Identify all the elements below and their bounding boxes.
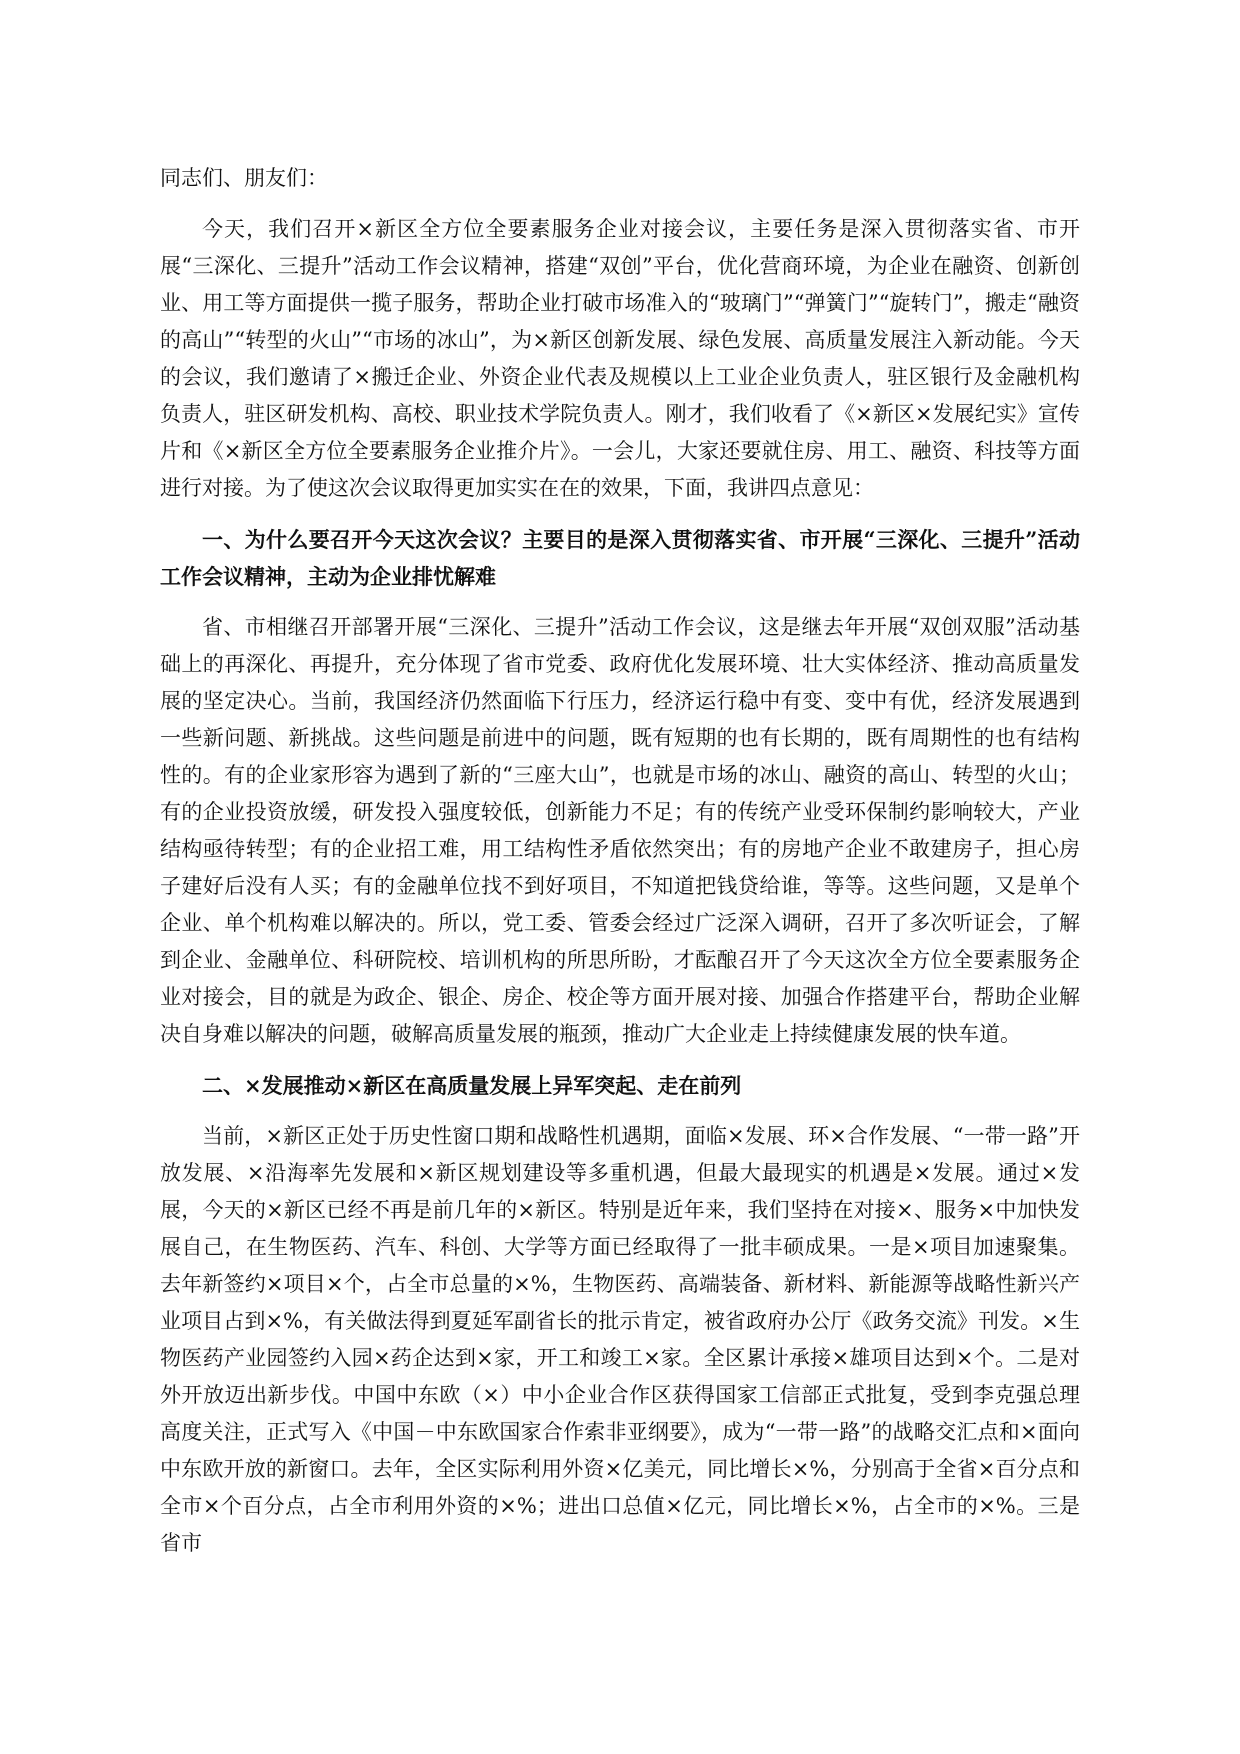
paragraph-intro: 今天，我们召开×新区全方位全要素服务企业对接会议，主要任务是深入贯彻落实省、市开展“三深化、三提升”活动工作会议精神，搭建“双创”平台，优化营商环境，为企业在融资、创新创业、用工等方面提供一揽子服务，帮助企业打破市场准入的“玻璃门”“弹簧门”“旋转门”，搬走“融资的高山”“转型的火山”“市场的冰山”，为×新区创新发展、绿色发展、高质量发展注入新动能。今天的会议，我们邀请了×搬迁企业、外资企业代表及规模以上工业企业负责人，驻区银行及金融机构负责人，驻区研发机构、高校、职业技术学院负责人。刚才，我们收看了《×新区×发展纪实》宣传片和《×新区全方位全要素服务企业推介片》。一会儿，大家还要就住房、用工、融资、科技等方面进行对接。为了使这次会议取得更加实实在在的效果，下面，我讲四点意见： (160, 217, 1081, 500)
salutation: 同志们、朋友们： (160, 166, 328, 190)
paragraph-section-1: 省、市相继召开部署开展“三深化、三提升”活动工作会议，这是继去年开展“双创双服”活动基础上的再深化、再提升，充分体现了省市党委、政府优化发展环境、壮大实体经济、推动高质量发展的坚定决心。当前，我国经济仍然面临下行压力，经济运行稳中有变、变中有优，经济发展遇到一些新问题、新挑战。这些问题是前进中的问题，既有短期的也有长期的，既有周期性的也有结构性的。有的企业家形容为遇到了新的“三座大山”，也就是市场的冰山、融资的高山、转型的火山；有的企业投资放缓，研发投入强度较低，创新能力不足；有的传统产业受环保制约影响较大，产业结构亟待转型；有的企业招工难，用工结构性矛盾依然突出；有的房地产企业不敢建房子，担心房子建好后没有人买；有的金融单位找不到好项目，不知道把钱贷给谁，等等。这些问题，又是单个企业、单个机构难以解决的。所以，党工委、管委会经过广泛深入调研，召开了多次听证会，了解到企业、金融单位、科研院校、培训机构的所思所盼，才酝酿召开了今天这次全方位全要素服务企业对接会，目的就是为政企、银企、房企、校企等方面开展对接、加强合作搭建平台，帮助企业解决自身难以解决的问题，破解高质量发展的瓶颈，推动广大企业走上持续健康发展的快车道。 (160, 615, 1080, 1046)
section-heading-1: 一、为什么要召开今天这次会议？主要目的是深入贯彻落实省、市开展“三深化、三提升”活动工作会议精神，主动为企业排忧解难 (160, 527, 1080, 589)
section-heading-2: 二、×发展推动×新区在高质量发展上异军突起、走在前列 (202, 1073, 742, 1098)
document-page (160, 160, 1080, 1576)
paragraph-section-2: 当前，×新区正处于历史性窗口期和战略性机遇期，面临×发展、环×合作发展、“一带一路”开放发展、×沿海率先发展和×新区规划建设等多重机遇，但最大最现实的机遇是×发展。通过×发展，今天的×新区已经不再是前几年的×新区。特别是近年来，我们坚持在对接×、服务×中加快发展自己，在生物医药、汽车、科创、大学等方面已经取得了一批丰硕成果。一是×项目加速聚集。去年新签约×项目×个，占全市总量的×%，生物医药、高端装备、新材料、新能源等战略性新兴产业项目占到×%，有关做法得到夏延军副省长的批示肯定，被省政府办公厅《政务交流》刊发。×生物医药产业园签约入园×药企达到×家，开工和竣工×家。全区累计承接×雄项目达到×个。二是对外开放迈出新步伐。中国中东欧（×）中小企业合作区获得国家工信部正式批复，受到李克强总理高度关注，正式写入《中国－中东欧国家合作索非亚纲要》，成为“一带一路”的战略交汇点和×面向中东欧开放的新窗口。去年，全区实际利用外资×亿美元，同比增长×%，分别高于全省×百分点和全市×个百分点，占全市利用外资的×%；进出口总值×亿元，同比增长×%，占全市的×%。三是省市 (160, 1124, 1080, 1555)
